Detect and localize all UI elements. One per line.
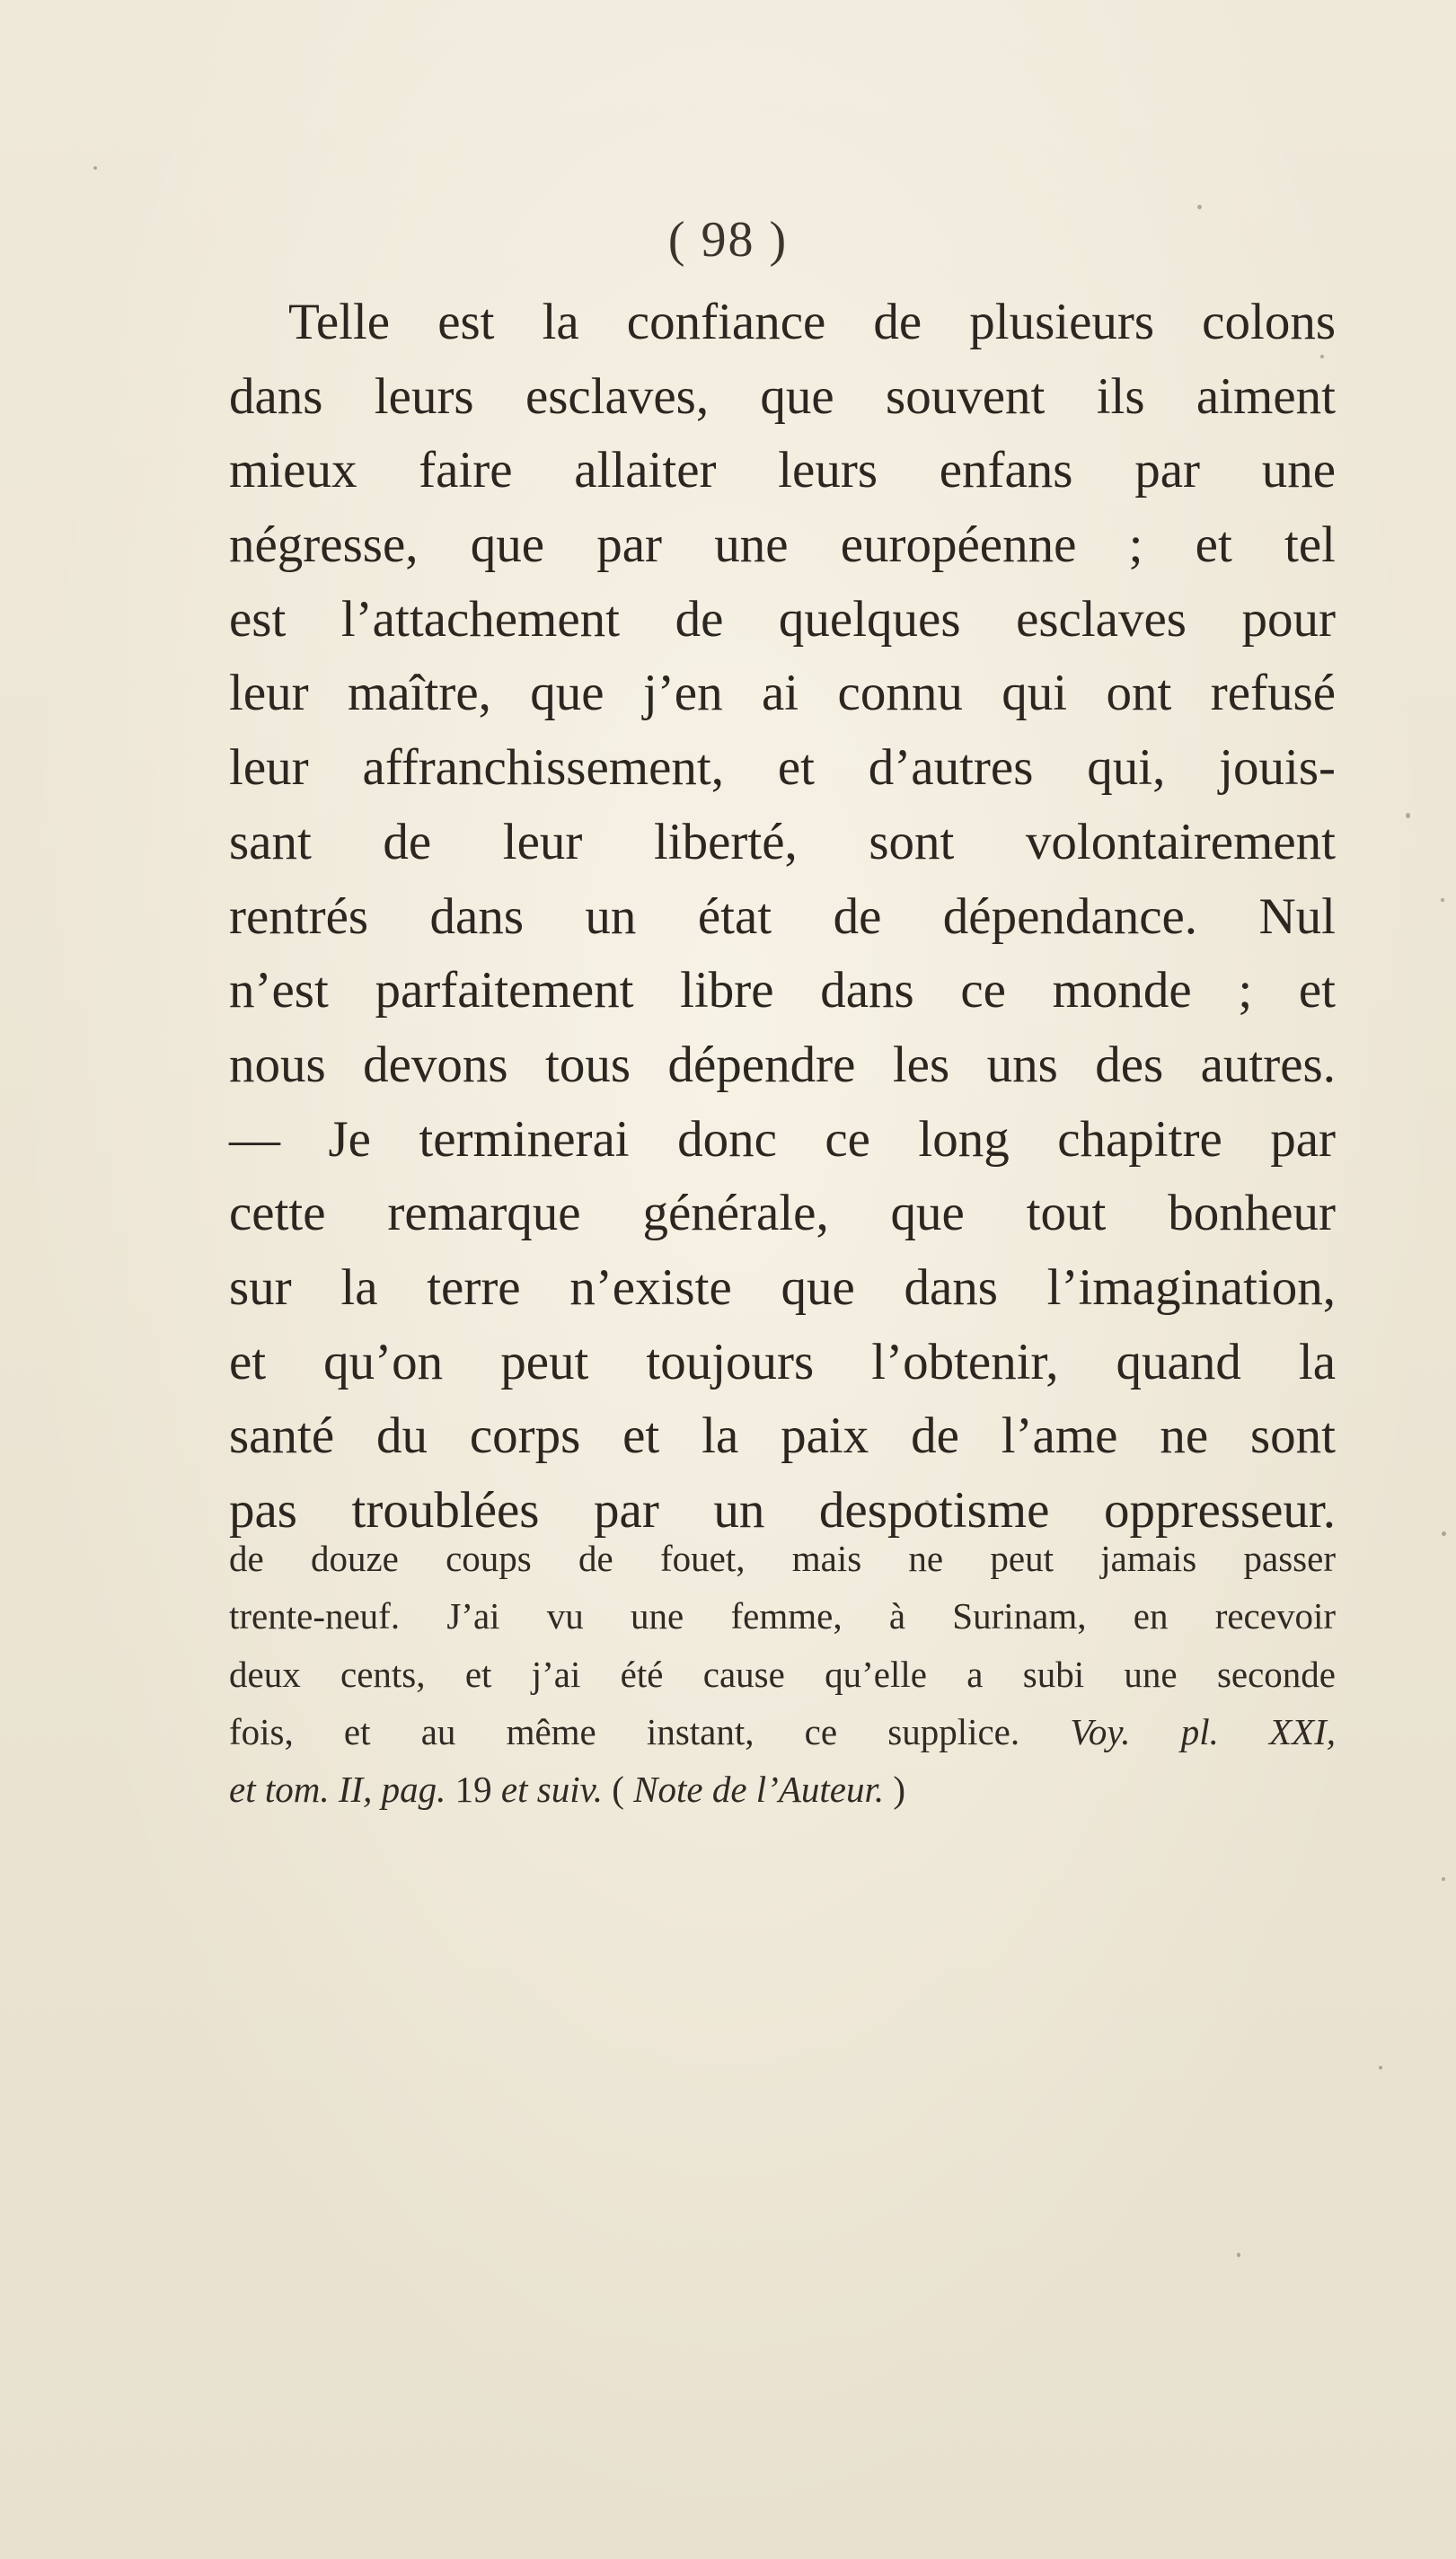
footnote-paren-close: ) bbox=[893, 1769, 906, 1811]
footnote-line bbox=[229, 1760, 1336, 1818]
paper-speck bbox=[1379, 2066, 1382, 2069]
paper-speck bbox=[1442, 1877, 1445, 1881]
paragraph-line: Telle est la confiance de plusieurs colons bbox=[288, 294, 1336, 350]
footnote-reference: Voy. pl. XXI, bbox=[1070, 1710, 1337, 1752]
paragraph-line: sur la terre n’existe que dans l’imagination, bbox=[229, 1258, 1336, 1316]
footnote-line bbox=[229, 1703, 1336, 1760]
paper-speck bbox=[1320, 355, 1324, 358]
footnote-reference: et suiv. bbox=[500, 1769, 603, 1811]
paragraph-line: cette remarque générale, que tout bonheur bbox=[229, 1185, 1336, 1242]
paragraph-line: et qu’on peut toujours l’obtenir, quand la bbox=[229, 1333, 1336, 1390]
paragraph-line: négresse, que par une européenne ; et tel bbox=[229, 516, 1336, 574]
paragraph-line: rentrés dans un état de dépendance. Nul bbox=[229, 887, 1336, 945]
main-paragraph bbox=[229, 286, 1336, 1549]
page-number: ( 98 ) bbox=[667, 212, 789, 268]
paragraph-line: sant de leur liberté, sont volontairement bbox=[229, 813, 1336, 870]
paper-speck bbox=[1197, 205, 1202, 209]
footnote-line: trente-neuf. J’ai vu une femme, à Surinam, en recevoir bbox=[229, 1595, 1336, 1637]
paper-speck bbox=[925, 1500, 929, 1504]
paragraph-line: dans leurs esclaves, que souvent ils aiment bbox=[229, 367, 1336, 425]
footnote-text: fois, et au même instant, ce supplice. bbox=[229, 1710, 1020, 1752]
footnote-reference: et tom. II, pag. bbox=[229, 1769, 446, 1811]
paragraph-line: mieux faire allaiter leurs enfans par une bbox=[229, 442, 1336, 499]
paragraph-line: nous devons tous dépendre les uns des autres. bbox=[229, 1036, 1336, 1093]
paragraph-line: pas troublées par un despotisme oppresseur. bbox=[229, 1482, 1336, 1539]
paragraph-line: leur maître, que j’en ai connu qui ont refusé bbox=[229, 665, 1336, 722]
footnote-line: de douze coups de fouet, mais ne peut jamais passer bbox=[229, 1538, 1336, 1579]
paragraph-line: est l’attachement de quelques esclaves pour bbox=[229, 590, 1336, 648]
footnote bbox=[229, 1530, 1336, 1818]
paragraph-line: leur affranchissement, et d’autres qui, jouis- bbox=[229, 739, 1336, 797]
paragraph-line: n’est parfaitement libre dans ce monde ; et bbox=[229, 962, 1336, 1019]
paper-speck bbox=[1441, 898, 1444, 902]
footnote-page-number: 19 bbox=[454, 1769, 492, 1811]
paper-speck bbox=[1406, 813, 1410, 818]
footnote-attribution: Note de l’Auteur. bbox=[633, 1769, 885, 1811]
paper-speck bbox=[1237, 2253, 1240, 2257]
footnote-paren-open: ( bbox=[612, 1769, 624, 1811]
paper-speck bbox=[93, 166, 97, 170]
paragraph-line: — Je terminerai donc ce long chapitre par bbox=[229, 1110, 1336, 1168]
paper-speck bbox=[1442, 1531, 1446, 1536]
footnote-line: deux cents, et j’ai été cause qu’elle a subi une seconde bbox=[229, 1653, 1336, 1695]
paragraph-line: santé du corps et la paix de l’ame ne sont bbox=[229, 1407, 1336, 1465]
